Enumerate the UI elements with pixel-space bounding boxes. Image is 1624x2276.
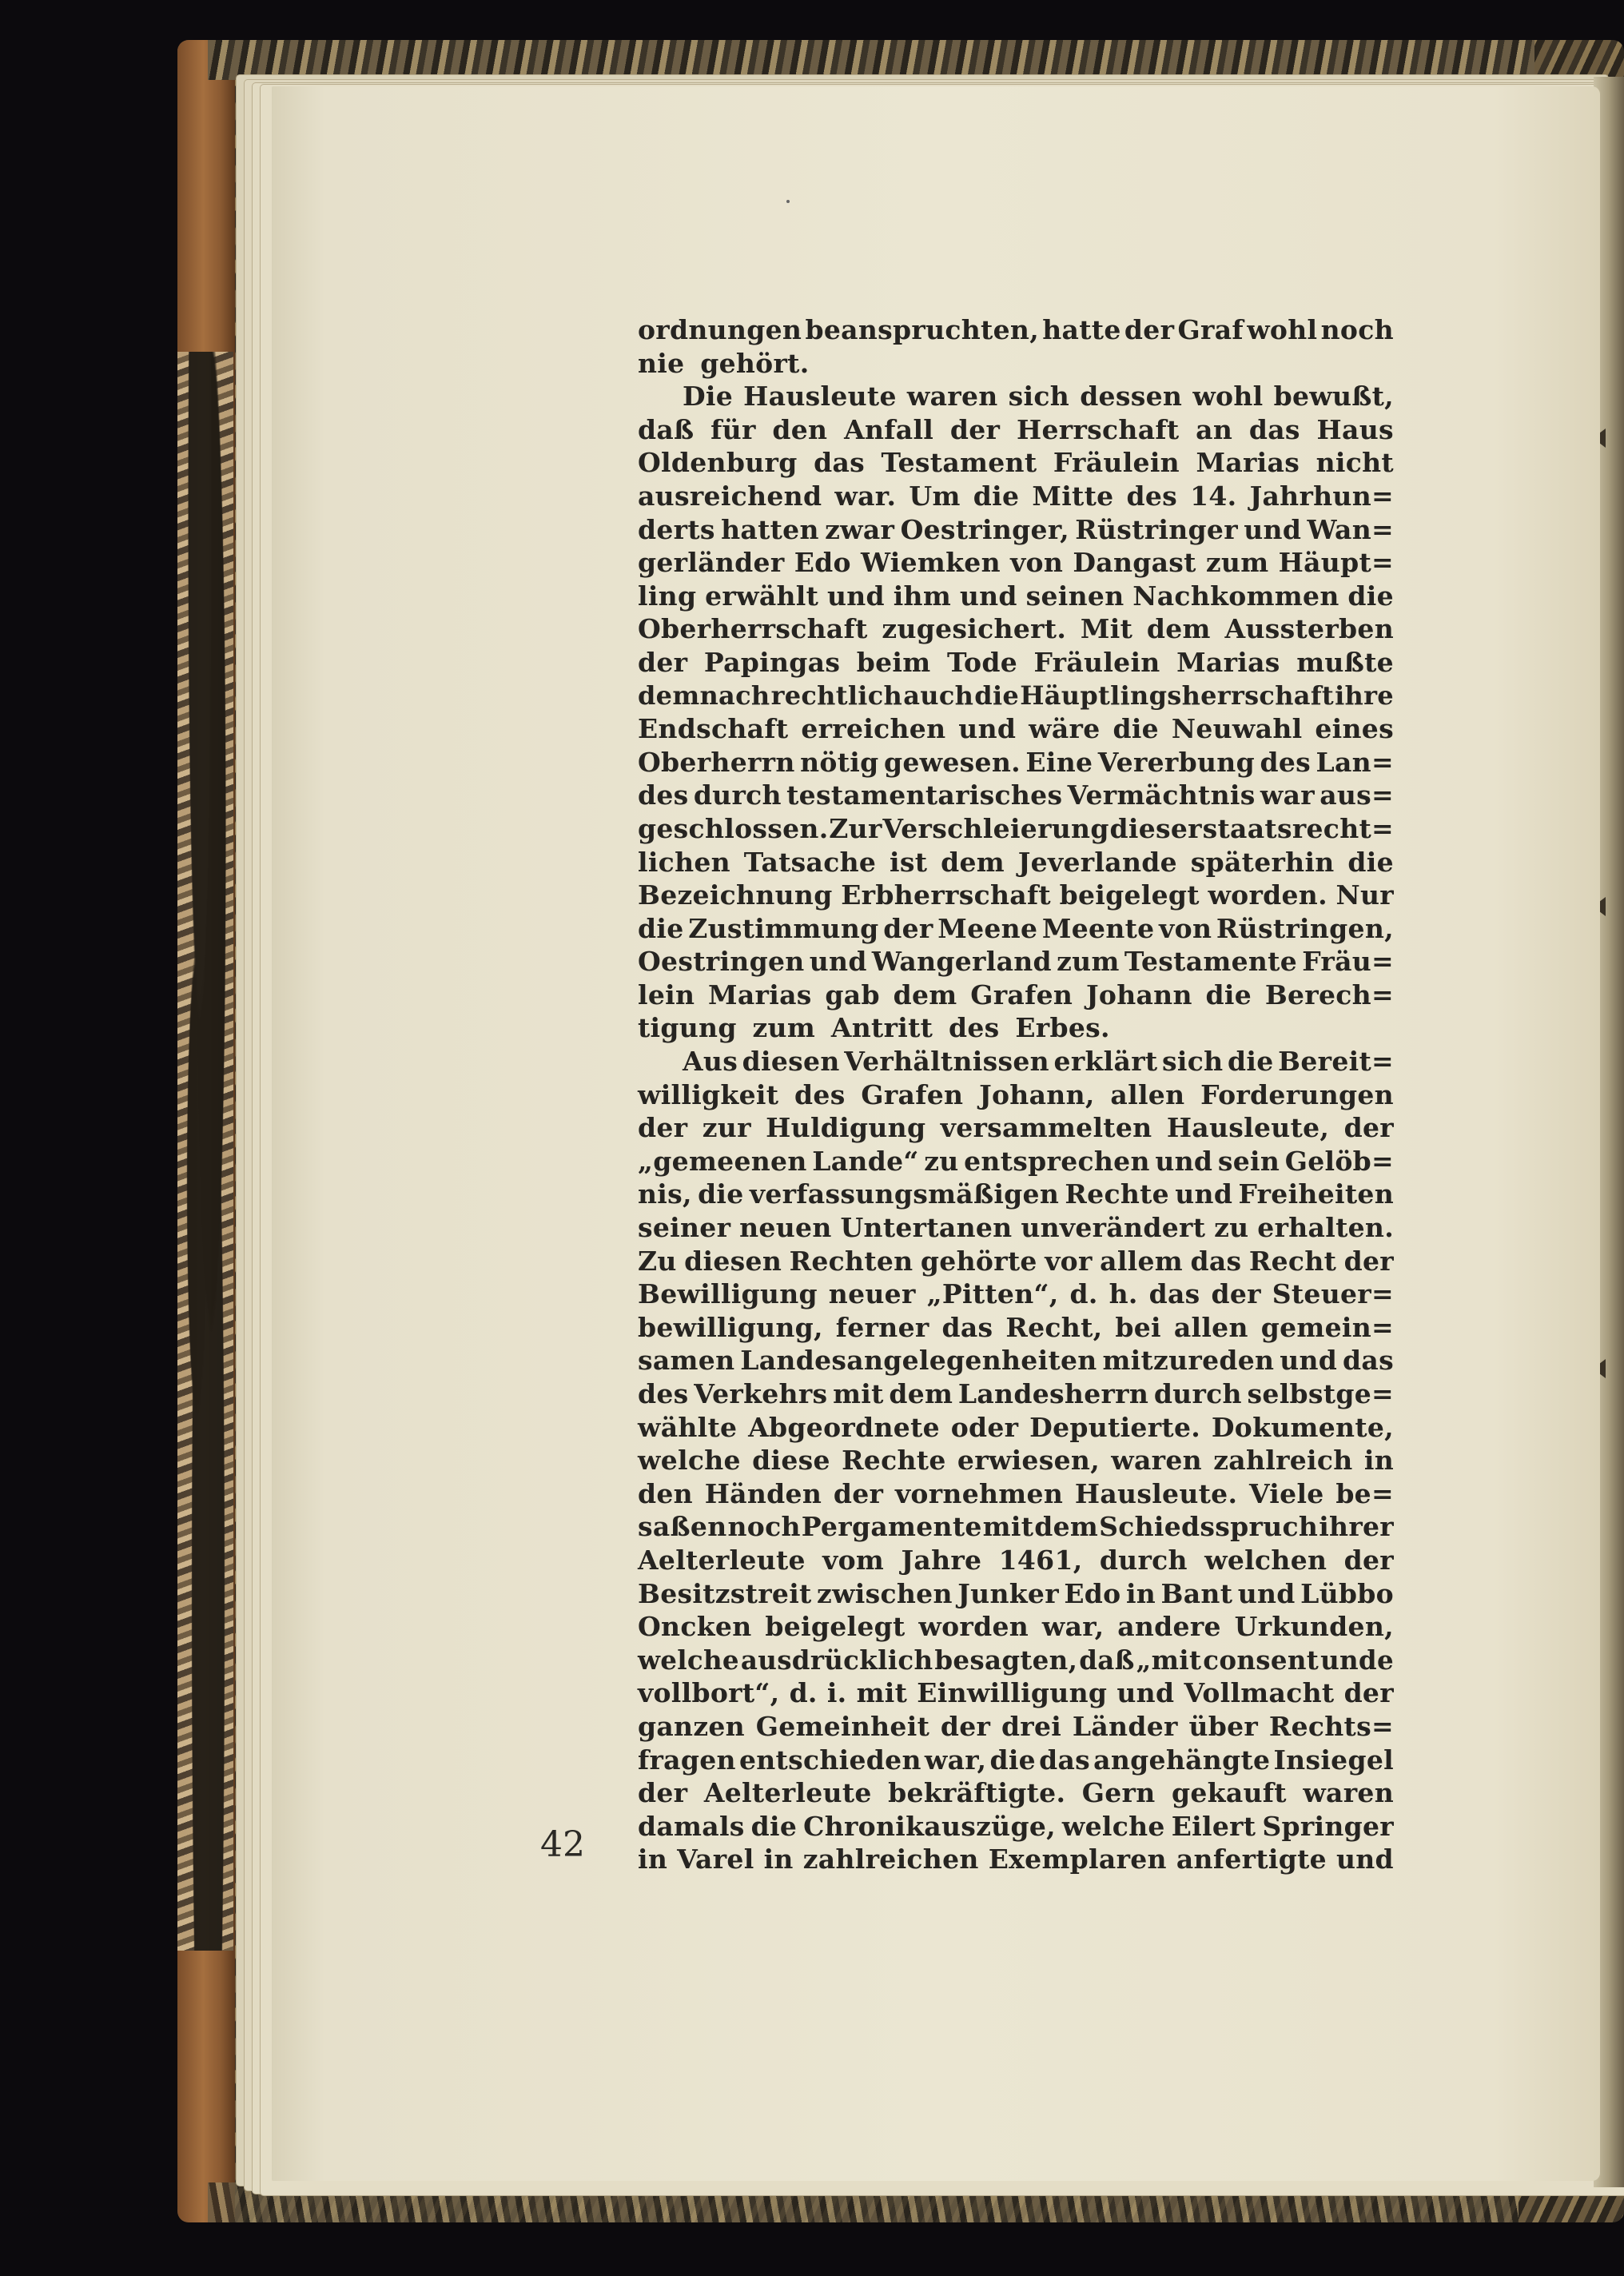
text-line: die Zustimmung der Meene Meente von Rüstringen, bbox=[638, 912, 1394, 944]
text-line: bewilligung, ferner das Recht, bei allen gemein= bbox=[638, 1311, 1394, 1343]
text-line: des Verkehrs mit dem Landesherrn durch selbstge= bbox=[638, 1378, 1394, 1409]
text-line: des durch testamentarisches Vermächtnis war aus= bbox=[638, 779, 1394, 811]
text-line: Oberherrn nötig gewesen. Eine Vererbung des Lan= bbox=[638, 746, 1394, 778]
text-line: Bezeichnung Erbherrschaft beigelegt worden. Nur bbox=[638, 879, 1394, 911]
text-line: daß für den Anfall der Herrschaft an das Haus bbox=[638, 413, 1394, 445]
text-line: Oestringen und Wangerland zum Testamente Fräu= bbox=[638, 946, 1394, 978]
text-line: samen Landesangelegenheiten mitzureden und das bbox=[638, 1345, 1394, 1377]
text-line: geschlossen. Zur Verschleierung dieser staatsrecht= bbox=[638, 812, 1394, 844]
text-line: demnach rechtlich auch die Häuptlingsherrschaft ihre bbox=[638, 680, 1394, 711]
text-line: seiner neuen Untertanen unverändert zu erhalten. bbox=[638, 1212, 1394, 1244]
page-text bbox=[638, 313, 1394, 1876]
text-line: „gemeenen Lande“ zu entsprechen und sein Gelöb= bbox=[638, 1145, 1394, 1177]
text-line: Oldenburg das Testament Fräulein Marias nicht bbox=[638, 447, 1394, 479]
text-line: den Händen der vornehmen Hausleute. Viele be= bbox=[638, 1477, 1394, 1509]
text-line: Bewilligung neuer „Pitten“, d. h. das der Steuer= bbox=[638, 1278, 1394, 1310]
text-line: welche ausdrücklich besagten, daß „mit consent unde bbox=[638, 1644, 1394, 1676]
text-line: nie gehört. bbox=[638, 347, 810, 379]
text-line: der zur Huldigung versammelten Hausleute, der bbox=[638, 1112, 1394, 1144]
text-line: fragen entschieden war, die das angehängte Insiegel bbox=[638, 1744, 1394, 1776]
text-line: nis, die verfassungsmäßigen Rechte und Freiheiten bbox=[638, 1178, 1394, 1210]
text-line: tigung zum Antritt des Erbes. bbox=[638, 1012, 1110, 1044]
text-line: in Varel in zahlreichen Exemplaren anfertigte und bbox=[638, 1844, 1394, 1875]
paper-speck bbox=[786, 200, 790, 203]
text-line: Aus diesen Verhältnissen erklärt sich die Bereit= bbox=[683, 1046, 1394, 1078]
text-line: ganzen Gemeinheit der drei Länder über Rechts= bbox=[638, 1710, 1394, 1742]
text-line: Aelterleute vom Jahre 1461, durch welchen der bbox=[638, 1544, 1394, 1576]
text-line: willigkeit des Grafen Johann, allen Forderungen bbox=[638, 1078, 1394, 1110]
text-line: Die Hausleute waren sich dessen wohl bewußt, bbox=[683, 381, 1394, 413]
text-line: lein Marias gab dem Grafen Johann die Berech= bbox=[638, 979, 1394, 1010]
text-line: lichen Tatsache ist dem Jeverlande späterhin die bbox=[638, 846, 1394, 878]
marbled-top-edge bbox=[208, 40, 1534, 80]
text-line: ling erwählt und ihm und seinen Nachkommen die bbox=[638, 580, 1394, 612]
text-line: ordnungen beanspruchten, hatte der Graf wohl noch bbox=[638, 314, 1394, 345]
text-line: der Papingas beim Tode Fräulein Marias mußte bbox=[638, 646, 1394, 678]
text-line: wählte Abgeordnete oder Deputierte. Dokumente, bbox=[638, 1411, 1394, 1443]
text-line: saßen noch Pergamente mit dem Schiedsspruch ihrer bbox=[638, 1511, 1394, 1543]
text-line: Endschaft erreichen und wäre die Neuwahl eines bbox=[638, 713, 1394, 745]
text-line: Zu diesen Rechten gehörte vor allem das Recht der bbox=[638, 1245, 1394, 1277]
text-line: Besitzstreit zwischen Junker Edo in Bant und Lübbo bbox=[638, 1577, 1394, 1609]
text-line: Oberherrschaft zugesichert. Mit dem Aussterben bbox=[638, 613, 1394, 645]
text-line: gerländer Edo Wiemken von Dangast zum Häupt= bbox=[638, 547, 1394, 579]
text-line: der Aelterleute bekräftigte. Gern gekauft waren bbox=[638, 1777, 1394, 1809]
text-line: ausreichend war. Um die Mitte des 14. Jahrhun= bbox=[638, 480, 1394, 512]
text-line: damals die Chronikauszüge, welche Eilert Springer bbox=[638, 1810, 1394, 1842]
page-number: 42 bbox=[540, 1824, 585, 1865]
marbled-cover-edge bbox=[177, 352, 233, 1951]
text-line: welche diese Rechte erwiesen, waren zahlreich in bbox=[638, 1445, 1394, 1477]
text-line: derts hatten zwar Oestringer, Rüstringer und Wan= bbox=[638, 513, 1394, 545]
text-line: Oncken beigelegt worden war, andere Urkunden, bbox=[638, 1611, 1394, 1643]
text-line: vollbort“, d. i. mit Einwilligung und Vollmacht der bbox=[638, 1677, 1394, 1709]
